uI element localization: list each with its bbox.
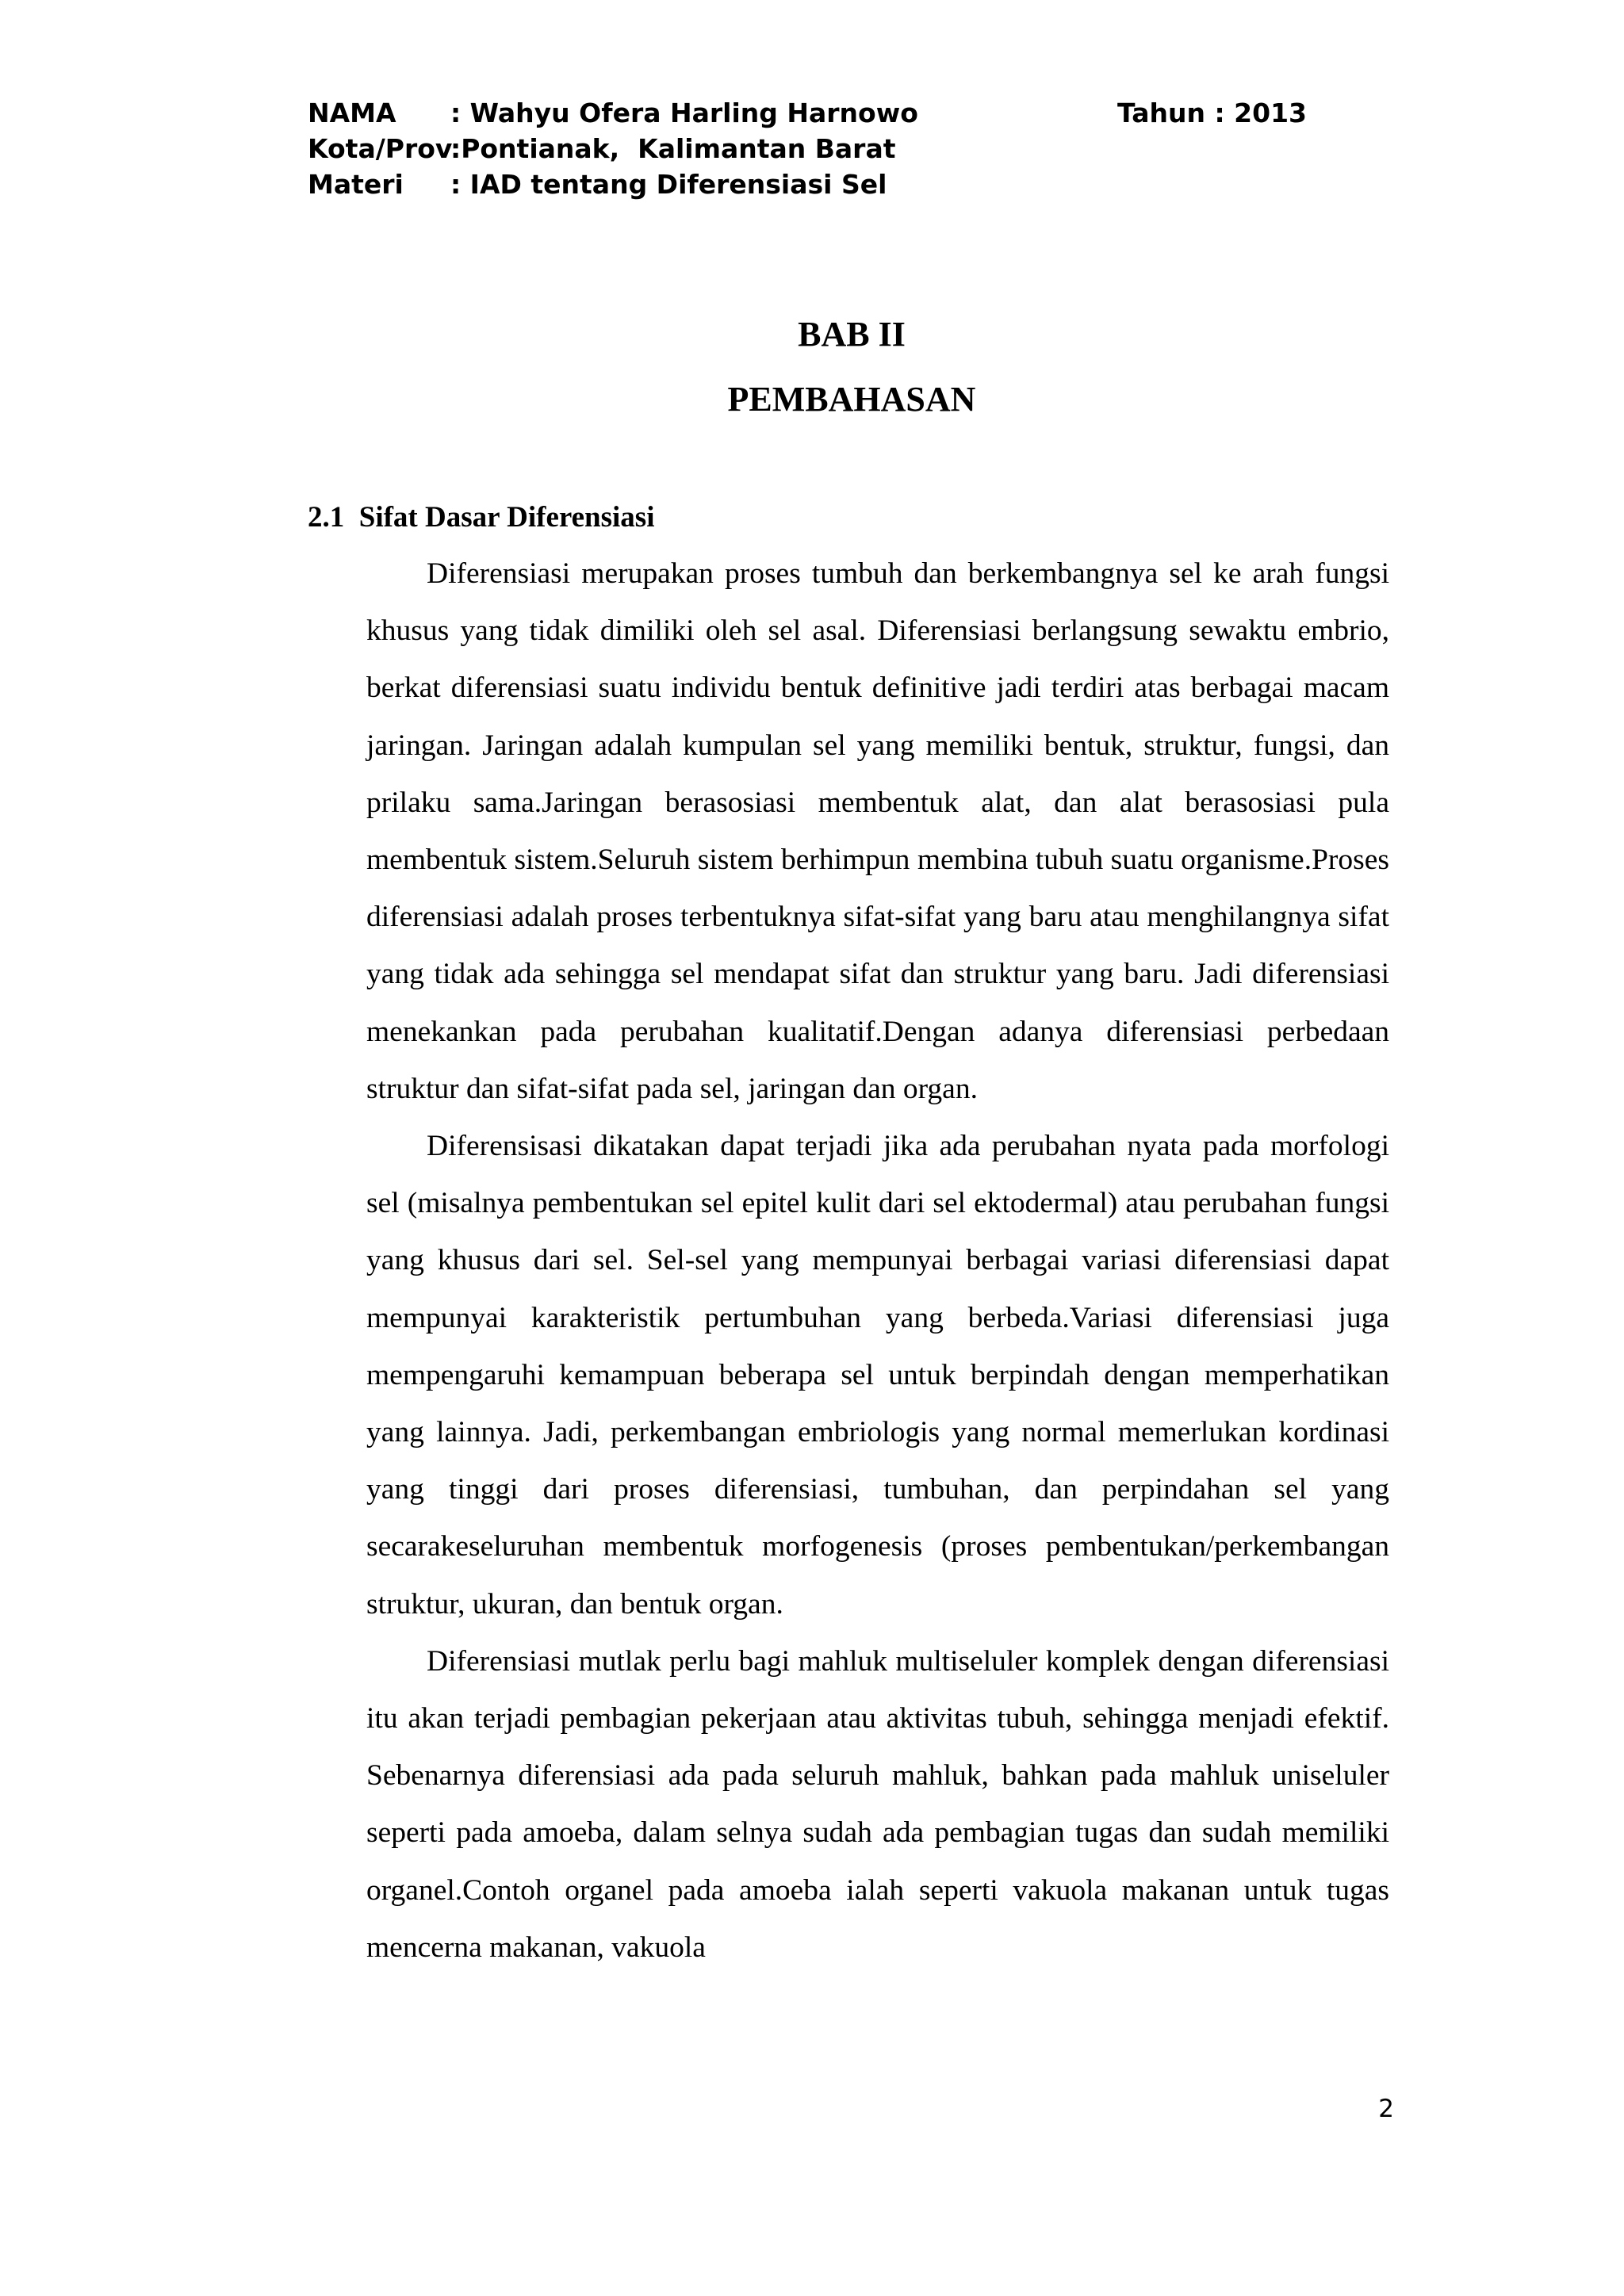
chapter-title: PEMBAHASAN [727,380,976,419]
header-city-label: Kota/Prov [308,133,453,164]
section-body [366,545,1389,1976]
header-name-label: NAMA [308,98,396,128]
header-subject-value: : IAD tentang Diferensiasi Sel [450,169,887,200]
header-city-value: :Pontianak, Kalimantan Barat [450,133,896,164]
page-number: 2 [1378,2095,1394,2123]
header-city-row [308,131,1307,166]
header-year: Tahun : 2013 [1116,98,1307,128]
chapter-number: BAB II [798,315,906,354]
header-subject-row [308,166,1307,202]
document-header [308,95,1307,202]
header-name-value: : Wahyu Ofera Harling Harnowo [450,98,918,128]
section-heading: 2.1 Sifat Dasar Diferensiasi [308,501,655,534]
paragraph: Diferensiasi merupakan proses tumbuh dan berkembangnya sel ke arah fungsi khusus yang tidak dimiliki oleh sel asal. Diferensiasi berlangsung sewaktu embrio, berkat diferensiasi suatu individu bentuk definitive jadi terdiri atas berbagai macam jaringan. Jaringan adalah kumpulan sel yang memiliki bentuk, struktur, fungsi, dan prilaku sama.Jaringan berasosiasi membentuk alat, dan alat berasosiasi pula membentuk sistem.Seluruh sistem berhimpun membina tubuh suatu organisme.Proses diferensiasi adalah proses terbentuknya sifat-sifat yang baru atau menghilangnya sifat yang tidak ada sehingga sel mendapat sifat dan struktur yang baru. Jadi diferensiasi menekankan pada perubahan kualitatif.Dengan adanya diferensiasi perbedaan struktur dan sifat-sifat pada sel, jaringan dan organ. [366,557,1389,1105]
header-subject-label: Materi [308,169,404,200]
paragraph: Diferensiasi mutlak perlu bagi mahluk multiseluler komplek dengan diferensiasi itu akan terjadi pembagian pekerjaan atau aktivitas tubuh, sehingga menjadi efektif. Sebenarnya diferensiasi ada pada seluruh mahluk, bahkan pada mahluk uniseluler seperti pada amoeba, dalam selnya sudah ada pembagian tugas dan sudah memiliki organel.Contoh organel pada amoeba ialah seperti vakuola makanan untuk tugas mencerna makanan, vakuola [366,1644,1389,1964]
header-name-row [308,95,1307,131]
paragraph: Diferensisasi dikatakan dapat terjadi jika ada perubahan nyata pada morfologi sel (misalnya pembentukan sel epitel kulit dari sel ektodermal) atau perubahan fungsi yang khusus dari sel. Sel-sel yang mempunyai berbagai variasi diferensiasi dapat mempunyai karakteristik pertumbuhan yang berbeda.Variasi diferensiasi juga mempengaruhi kemampuan beberapa sel untuk berpindah dengan memperhatikan yang lainnya. Jadi, perkembangan embriologis yang normal memerlukan kordinasi yang tinggi dari proses diferensiasi, tumbuhan, dan perpindahan sel yang secarakeseluruhan membentuk morfogenesis (proses pembentukan/perkembangan struktur, ukuran, dan bentuk organ. [366,1130,1389,1621]
